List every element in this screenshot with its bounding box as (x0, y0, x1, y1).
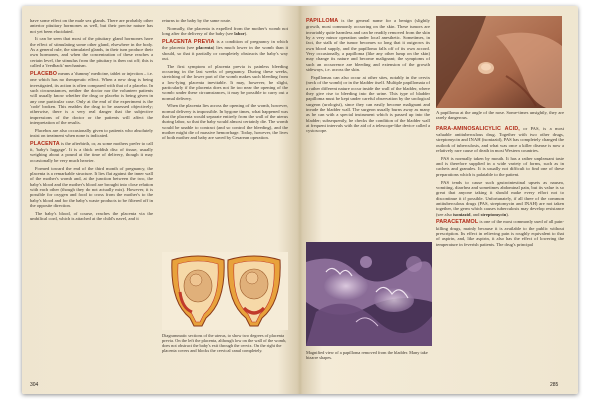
para-hormone: It can be seen that most of the pituitary gland hormones have the effect of stimulating some other gland, elsewhere in the body. As a general rule, the stimulated glands, in their turn produce their own hormones, and when the concentration of these reaches a certain level, the stimulus from the pituitary is then cut off; this is called a 'feedback' mechanism. (30, 36, 153, 69)
link-placenta[interactable]: placenta (196, 45, 213, 51)
headword-placebo: PLACEBO (30, 70, 58, 77)
bladder-papilloma-caption: Magnified view of a papilloma removed from the bladder. Many take bizarre shapes. (306, 350, 428, 361)
previa-text: is a condition of pregnancy in which the placenta (see (162, 38, 288, 51)
left-column-2 (162, 18, 288, 248)
headword-papilloma: PAPILLOMA (306, 18, 339, 24)
pas-text-3-mid: , and (470, 211, 480, 217)
uterus-diagram-caption: Diagrammatic sections of the uterus, to show two degrees of placenta previa. On the left the placenta, although low on the wall of the womb, does not obstruct the baby's exit through the cervix. On the right the placenta covers and blocks the cervical canal completely. (162, 333, 287, 354)
pas-text-2: PAS is normally taken by mouth. It has a rather unpleasant taste and is therefore supplied in a wide variety of forms, such as in cachets and granules. It is usually not difficult to find one of these preparations which is palatable to the patient. (436, 155, 564, 177)
para-returns: returns to the baby by the same route. (162, 18, 232, 23)
headword-paracetamol: PARACETAMOL (436, 219, 479, 226)
headword-placenta: PLACENTA (30, 140, 60, 147)
paracetamol-text: is one of the most commonly used of all pain-killing drugs, mainly because it is available to the public without prescription. Its effect in relieving pain is roughly equivalent to that of aspirin, and, like aspirin, it also has the effect of lowering the temperature in feverish patients. The drug's principal (436, 219, 564, 247)
placenta-text: is the afterbirth, or, as some mothers prefer to call it, 'baby's luggage'. It is a thick reddish disc of tissue, usually weighing about a pound at the time of delivery, though it may occasionally be very much heavier. (30, 140, 153, 163)
right-column-2 (436, 110, 564, 382)
para-normally-end: ). (244, 31, 248, 37)
placenta-text-3: The baby's blood, of course, reaches the placenta via the umbilical cord, which is attached at the child's navel, and it (30, 210, 153, 222)
nose-papilloma-image (436, 16, 562, 108)
uterus-diagram (162, 252, 288, 330)
left-column-1 (30, 18, 153, 378)
uterus-sections-illustration (162, 252, 288, 330)
bladder-papilloma-image (306, 242, 432, 346)
pas-abbrev: or PAS, (523, 125, 540, 131)
para-intro: have some effect on the male sex glands. There are probably other anterior pituitary hormones as well, but their precise nature has not yet been elucidated. (30, 18, 153, 34)
pas-text-3: PAS tends to cause such gastrointestinal upsets as nausea, vomiting, diarrhea and sometimes abdominal pain, but its value is so great that anyone taking it should make every effort not to discontinue it if possible. Unfortunately, if all three of the common antituberculous drugs (PAS, streptomycin and INAH) are not taken together, the germ which causes tuberculosis may develop resistance (see also (436, 179, 564, 217)
papilloma-text-2: Papillomas can also occur at other sites, notably in the cervix (neck of the womb) or in the bladder itself. Multiple papillomata of a rather different nature occur inside the wall of the bladder, where they give rise to bleeding into the urine. This type of bladder papilloma must be kept under careful observation by the urological surgeon (urologist), since they can easily become malignant and invade the bladder wall. The surgeon usually burns away as many as he can with a special instrument which is passed up into the bladder; subsequently, he checks the condition of the bladder wall at frequent intervals with the aid of a telescope-like device called a cystoscope. (306, 74, 430, 134)
uterus-left-section (172, 256, 224, 326)
link-labor[interactable]: labor (234, 31, 245, 37)
previa-text-2: The first symptom of placenta previa is painless bleeding occurring in the last weeks of pregnancy. During these weeks, stretching of the lower part of the womb makes such bleeding from a low-lying placenta inevitable. It may, however, be slight, particularly if the placenta does not lie too near the opening of the womb: under these circumstances, it may be possible to carry out a normal delivery. (162, 63, 288, 101)
bladder-papilloma-photo (306, 242, 432, 346)
previa-text-3: When the placenta lies across the opening of the womb, however, normal delivery is impossible. In bygone times, what happened was that the placenta would separate entirely from the wall of the uterus during labor, so that the baby would almost certainly die. The womb would be unable to contract (and so control the bleeding), and the mother might die of massive hemorrhage. Today, however, the lives of both mother and baby are saved by Cesarean operation. (162, 103, 288, 141)
headword-pas: PARA-AMINOSALICYLIC ACID, (436, 125, 520, 132)
nose-papilloma-photo (436, 16, 562, 108)
uterus-right-section (228, 256, 280, 326)
para-normally: Normally, the placenta is expelled from the mother's womb not long after the delivery of the baby (see (162, 25, 288, 37)
pas-text: is a most valuable antituberculous drug. Together with two other drugs, streptomycin and INAH (isoniazid), PAS has completely changed the outlook of tuberculosis, and what was once a killer disease is now a relatively rare cause of death in most Western countries. (436, 125, 564, 154)
open-book (22, 6, 578, 394)
link-streptomycin[interactable]: streptomycin (480, 211, 507, 217)
headword-placenta-previa: PLACENTA PREVIA (162, 38, 215, 45)
placebo-text-2: Placebos are also occasionally given to patients who absolutely insist on treatment when none is indicated. (30, 127, 153, 139)
placenta-text-2: Formed toward the end of the third month of pregnancy, the placenta is a remarkable structure. It lies flat against the inner wall of the mother's womb and, at the junction between the two, the baby's blood and the mother's blood are brought into close relation with each other (though they do not actually mix). However, it is possible for oxygen and food to cross from the mother's to the baby's blood and for the baby's waste products to be filtered off in the opposite direction. (30, 165, 153, 208)
right-column-1 (306, 18, 430, 238)
link-isoniazid[interactable]: isoniazid (453, 211, 471, 217)
papilloma-text: is the general name for a benign (slightly growth, most commonly occurring on the skin. These tumors are invariably quite harmless and can be readily removed from the skin by a very minor operation under local anesthetic. Sometimes, in fact, the stalk of the tumor becomes so long that it outgrows its own blood supply, and the papilloma falls off of its own accord. Very occasionally, a papilloma (like any other lump on the skin) may change its nature and become malignant; the symptoms of such an occurrence are bleeding and extension of the growth sideways, i.e. across the skin. (306, 18, 430, 73)
nose-photo-caption: A papilloma at the angle of the nose. Some-times unsightly, they are rarely dangerous. (436, 110, 564, 121)
left-page-number: 304 (30, 382, 39, 388)
previa-text-end: ) lies much lower in the womb than it should, so that it partially or completely obstructs the baby's way out. (162, 45, 288, 61)
right-page-number: 285 (550, 382, 559, 388)
pas-text-3-end: ). (506, 211, 509, 217)
placebo-text: means a 'dummy' medicine, tablet or injection – i.e. one which has no therapeutic effect. When a new drug is being investigated, its action is often compared with that of a placebo. In such circumstances, neither the doctor nor the volunteer patients will usually know whether the drug or placebo is being given in any one particular case. Only at the end of the experiment is the 'code' broken. This enables the drug to be assessed objectively; otherwise, there is a very real danger that the subjective impressions of the doctor or the patients will affect the interpretation of the results. (30, 70, 153, 125)
